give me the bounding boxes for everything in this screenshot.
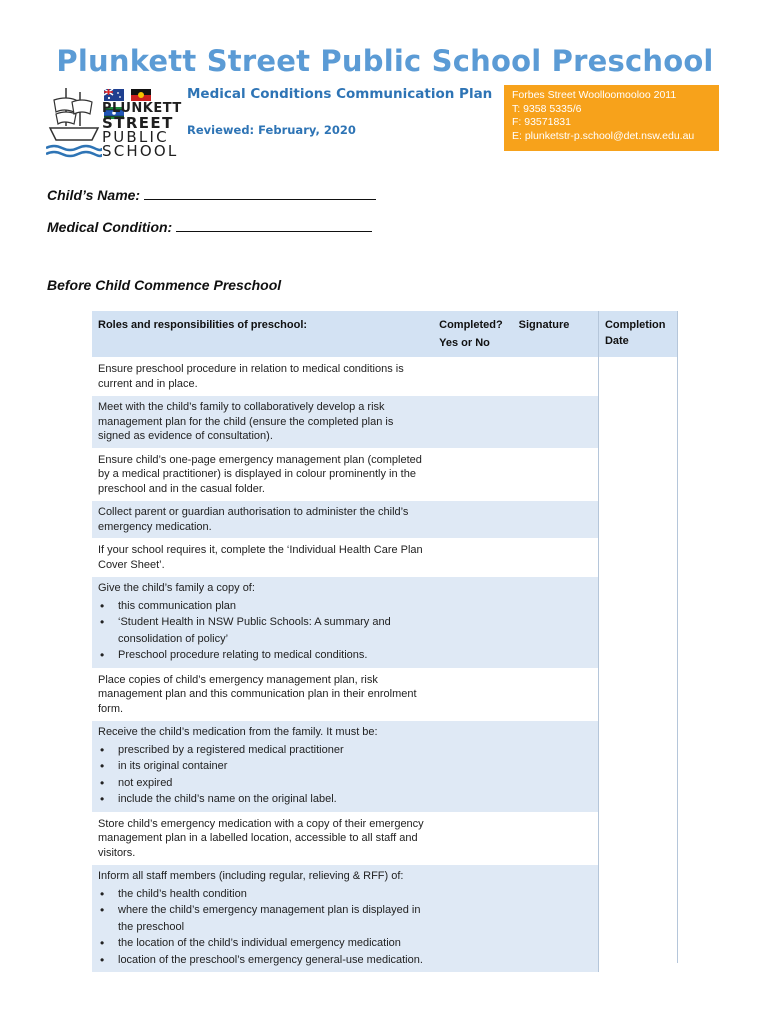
task-text: Inform all staff members (including regular, relieving & RFF) of:	[98, 870, 404, 882]
ship-icon	[46, 86, 102, 158]
table-row	[92, 448, 678, 501]
contact-fax: F: 93571831	[512, 116, 571, 128]
logo-word: PLUNKETT	[102, 101, 182, 116]
task-cell	[92, 396, 598, 449]
table-row	[92, 577, 678, 669]
header-date: Completion Date	[598, 311, 678, 358]
child-name-blank[interactable]	[144, 187, 376, 200]
contact-box	[504, 85, 719, 151]
task-bullet-item: • not expired	[98, 775, 424, 792]
header-completed	[433, 311, 513, 358]
task-bullet-list	[98, 886, 424, 969]
header-task: Roles and responsibilities of preschool:	[92, 311, 433, 358]
logo-word: SCHOOL	[102, 142, 179, 160]
completion-date-cell[interactable]	[598, 358, 678, 396]
task-cell	[92, 668, 598, 721]
task-bullet-item: • Preschool procedure relating to medical conditions.	[98, 647, 424, 664]
header-completed-label: Completed?	[439, 319, 503, 331]
table-row	[92, 721, 678, 813]
task-bullet-list	[98, 598, 424, 664]
section-title: Before Child Commence Preschool	[47, 277, 282, 293]
child-name-label: Child’s Name:	[47, 187, 141, 203]
logo-word: PUBLIC	[102, 128, 169, 146]
medical-condition-field	[47, 219, 372, 235]
task-text: Store child’s emergency medication with a copy of their emergency management plan in a labelled location, accessible to all staff and visitors.	[98, 817, 424, 859]
page-title: Plunkett Street Public School Preschool	[56, 44, 714, 78]
table-row	[92, 812, 678, 865]
completion-date-cell[interactable]	[598, 501, 678, 539]
school-logo	[46, 86, 182, 160]
contact-phone: T: 9358 5335/6	[512, 102, 582, 115]
task-cell	[92, 358, 598, 396]
task-text: Collect parent or guardian authorisation to administer the child’s emergency medication.	[98, 506, 409, 533]
task-bullet-item: • ‘Student Health in NSW Public Schools: A summary and consolidation of policy’	[98, 614, 424, 647]
task-cell	[92, 577, 598, 669]
contact-email: E: plunketstr-p.school@det.nsw.edu.au	[512, 129, 695, 142]
table-row	[92, 396, 678, 449]
task-bullet-item: • the child’s health condition	[98, 886, 424, 903]
task-text: Ensure preschool procedure in relation to medical conditions is current and in place.	[98, 363, 404, 390]
table-row	[92, 668, 678, 721]
task-bullet-item: • in its original container	[98, 758, 424, 775]
australian-flag-icon	[104, 89, 124, 101]
table-row	[92, 501, 678, 539]
task-text: Give the child’s family a copy of:	[98, 582, 255, 594]
table-right-border	[677, 311, 678, 963]
task-text: Receive the child’s medication from the family. It must be:	[98, 726, 378, 738]
completion-date-cell[interactable]	[598, 396, 678, 449]
task-cell	[92, 721, 598, 813]
responsibilities-table	[92, 311, 678, 972]
header-completed-sub: Yes or No	[439, 337, 490, 349]
medical-condition-label: Medical Condition:	[47, 219, 173, 235]
task-text: If your school requires it, complete the ‘Individual Health Care Plan Cover Sheet’.	[98, 544, 423, 571]
completion-date-cell[interactable]	[598, 448, 678, 501]
task-cell	[92, 812, 598, 865]
logo-words	[102, 101, 182, 160]
task-text: Meet with the child’s family to collaboratively develop a risk management plan for the child (ensure the completed plan is signed as evidence of consultation).	[98, 401, 394, 442]
completion-date-cell[interactable]	[598, 577, 678, 669]
task-bullet-item: • include the child’s name on the original label.	[98, 791, 424, 808]
aboriginal-flag-icon	[131, 89, 151, 101]
task-bullet-item: • the location of the child’s individual emergency medication	[98, 935, 424, 952]
completion-date-cell[interactable]	[598, 812, 678, 865]
task-bullet-item: • location of the preschool’s emergency general-use medication.	[98, 952, 424, 969]
task-cell	[92, 539, 598, 577]
reviewed-date: Reviewed: February, 2020	[187, 123, 356, 137]
header-signature: Signature	[513, 311, 599, 358]
table-header-row	[92, 311, 678, 358]
logo-word: STREET	[102, 114, 174, 132]
table-row	[92, 358, 678, 396]
task-cell	[92, 865, 598, 973]
task-bullet-item: • this communication plan	[98, 598, 424, 615]
completion-date-cell[interactable]	[598, 865, 678, 973]
contact-address: Forbes Street Woolloomooloo 2011	[512, 89, 677, 101]
medical-condition-blank[interactable]	[176, 219, 372, 232]
plan-title: Medical Conditions Communication Plan	[187, 86, 493, 102]
child-name-field	[47, 187, 376, 203]
completion-date-cell[interactable]	[598, 668, 678, 721]
task-text: Place copies of child’s emergency management plan, risk management plan and this communication plan in their enrolment form.	[98, 673, 417, 715]
completion-date-cell[interactable]	[598, 721, 678, 813]
table-row	[92, 865, 678, 973]
task-bullet-item: • where the child’s emergency management plan is displayed in the preschool	[98, 902, 424, 935]
task-bullet-list	[98, 742, 424, 808]
table-row	[92, 539, 678, 577]
task-bullet-item: • prescribed by a registered medical practitioner	[98, 742, 424, 759]
task-text: Ensure child’s one-page emergency management plan (completed by a medical practitioner) is displayed in colour prominently in the preschool and in the casual folder.	[98, 453, 422, 495]
flags	[104, 89, 176, 101]
task-cell	[92, 448, 598, 501]
completion-date-cell[interactable]	[598, 539, 678, 577]
task-cell	[92, 501, 598, 539]
